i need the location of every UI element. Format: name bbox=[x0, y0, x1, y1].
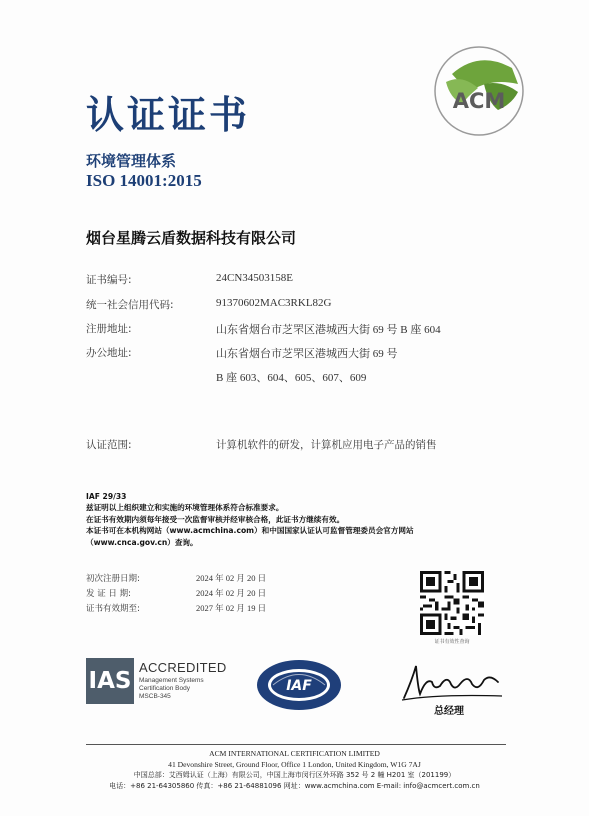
footer-uk-address: 41 Devonshire Street, Ground Floor, Office 1 London, United Kingdom, W1G 7AJ bbox=[168, 760, 421, 769]
iaf-center-text: IAF bbox=[286, 678, 312, 694]
iso-standard: ISO 14001:2015 bbox=[86, 171, 202, 190]
ias-subtext bbox=[139, 677, 204, 701]
qr-caption: 证书有效性查询 bbox=[434, 639, 470, 645]
note-line-4: （www.cnca.gov.cn）查询。 bbox=[86, 537, 198, 547]
signature-title: 总经理 bbox=[434, 706, 464, 717]
first-reg-value: 2024 年 02 月 20 日 bbox=[196, 573, 267, 583]
scope-value: 计算机软件的研发，计算机应用电子产品的销售 bbox=[216, 439, 437, 451]
iaf-mla-mark bbox=[255, 658, 343, 712]
acm-logo bbox=[432, 44, 526, 138]
first-reg-label: 初次注册日期: bbox=[86, 574, 140, 584]
issue-date-label: 发 证 日 期: bbox=[86, 589, 131, 599]
expiry-date-value: 2027 年 02 月 19 日 bbox=[196, 603, 267, 613]
certificate-notes bbox=[86, 491, 414, 548]
acm-logo-text: ACM bbox=[452, 89, 506, 113]
footer-contact: 电话：+86 21-64305860 传真：+86 21-64881096 网址：www.acmchina.com E-mail: info@acmcert.com.cn bbox=[109, 782, 480, 790]
iaf-code: IAF 29/33 bbox=[86, 492, 127, 501]
office-addr-line2: B 座 603、604、605、607、609 bbox=[216, 372, 367, 384]
ias-sub-line-3: MSCB-345 bbox=[139, 693, 171, 700]
certificate-title: 认证证书 bbox=[86, 93, 251, 137]
cert-no-value: 24CN34503158E bbox=[216, 272, 293, 284]
reg-addr-label: 注册地址: bbox=[86, 323, 132, 335]
ias-accredited-text: ACCREDITED bbox=[139, 660, 227, 675]
note-line-2: 在证书有效期内须每年接受一次监督审核并经审核合格，此证书方继续有效。 bbox=[86, 514, 345, 524]
company-name: 烟台星腾云盾数据科技有限公司 bbox=[86, 229, 297, 247]
footer bbox=[20, 748, 569, 792]
note-line-3: 本证书可在本机构网站（www.acmchina.com）和中国国家认证认可监督管理委员会官方网站 bbox=[86, 526, 414, 536]
footer-company: ACM INTERNATIONAL CERTIFICATION LIMITED bbox=[209, 749, 380, 758]
management-system-name: 环境管理体系 bbox=[86, 152, 177, 170]
footer-divider bbox=[86, 744, 506, 745]
note-line-1: 兹证明以上组织建立和实施的环境管理体系符合标准要求。 bbox=[86, 503, 284, 513]
expiry-date-label: 证书有效期至: bbox=[86, 604, 140, 614]
credit-code-label: 统一社会信用代码: bbox=[86, 299, 174, 311]
office-addr-line1: 山东省烟台市芝罘区港城西大街 69 号 bbox=[216, 348, 398, 360]
signature bbox=[398, 660, 508, 702]
footer-cn-address: 中国总部：艾西姆认证（上海）有限公司，中国上海市闵行区外环路 352 号 2 幢 H201 室（201199） bbox=[133, 771, 456, 779]
reg-addr-value: 山东省烟台市芝罘区港城西大街 69 号 B 座 604 bbox=[216, 324, 441, 336]
credit-code-value: 91370602MAC3RKL82G bbox=[216, 297, 332, 309]
ias-logo: IAS bbox=[86, 658, 134, 704]
cert-no-label: 证书编号: bbox=[86, 274, 132, 286]
verification-qr-code[interactable] bbox=[420, 571, 484, 635]
ias-sub-line-2: Certification Body bbox=[139, 685, 190, 692]
issue-date-value: 2024 年 02 月 20 日 bbox=[196, 588, 267, 598]
office-addr-label: 办公地址: bbox=[86, 347, 132, 359]
ias-sub-line-1: Management Systems bbox=[139, 677, 204, 684]
scope-label: 认证范围: bbox=[86, 439, 132, 451]
